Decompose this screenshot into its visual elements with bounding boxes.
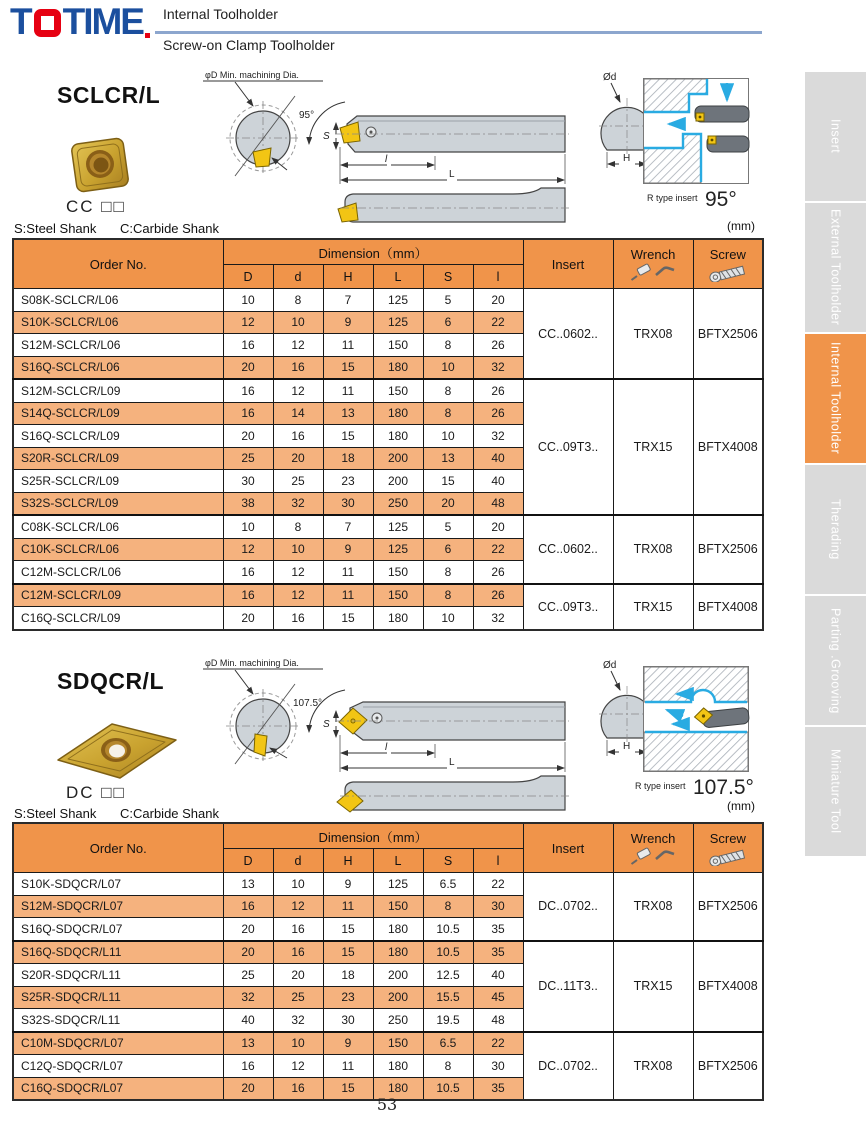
insert-code-label: CC □□ — [66, 197, 126, 216]
col-header-order-no: Order No. — [13, 239, 223, 289]
dimension-cell: 40 — [223, 1009, 273, 1032]
dimension-cell: 150 — [373, 1032, 423, 1055]
sidebar-tabs — [805, 72, 866, 858]
col-header-order-no: Order No. — [13, 823, 223, 873]
dimension-cell: 22 — [473, 311, 523, 334]
dimension-cell: 19.5 — [423, 1009, 473, 1032]
dimension-cell: 11 — [323, 895, 373, 918]
col-header-screw: Screw — [693, 239, 763, 289]
wrench-cell: TRX15 — [613, 584, 693, 630]
header-divider — [155, 31, 762, 34]
dimension-cell: 16 — [273, 607, 323, 630]
unit-note: (mm) — [727, 799, 755, 813]
dimension-cell: 26 — [473, 584, 523, 607]
order-no-cell: C10K-SCLCR/L06 — [13, 538, 223, 561]
sidebar-tab-label: Internal Toolholder — [828, 342, 843, 455]
dimension-cell: 6 — [423, 538, 473, 561]
dimension-cell: 10 — [423, 356, 473, 379]
dimension-cell: 25 — [273, 470, 323, 493]
order-no-cell: S16Q-SDQCR/L11 — [13, 941, 223, 964]
dimension-cell: 32 — [273, 492, 323, 515]
sclcr-spec-table — [12, 238, 764, 631]
sdqcr-spec-table — [12, 822, 764, 1101]
logo-text-1: T — [10, 1, 31, 42]
dimension-cell: 150 — [373, 379, 423, 402]
dimension-cell: 16 — [223, 402, 273, 425]
dimension-cell: 16 — [223, 334, 273, 357]
d-dia-label: Ød — [603, 660, 617, 671]
dimension-cell: 13 — [223, 1032, 273, 1055]
screw-cell: BFTX2506 — [693, 289, 763, 380]
sidebar-tab-miniature-tool[interactable] — [805, 727, 866, 856]
dimension-cell: 26 — [473, 379, 523, 402]
L-dim-label: L — [449, 757, 455, 768]
dimension-cell: 10 — [423, 607, 473, 630]
legend-carbide-shank: C:Carbide Shank — [120, 806, 219, 821]
dimension-cell: 10.5 — [423, 941, 473, 964]
dimension-cell: 20 — [273, 447, 323, 470]
L-dim-label: L — [449, 169, 455, 180]
order-no-cell: S20R-SCLCR/L09 — [13, 447, 223, 470]
order-no-cell: C16Q-SDQCR/L07 — [13, 1077, 223, 1100]
dimension-cell: 12 — [223, 538, 273, 561]
logo-o-icon — [34, 9, 61, 37]
dimension-cell: 12.5 — [423, 964, 473, 987]
dimension-cell: 35 — [473, 918, 523, 941]
dimension-cell: 180 — [373, 918, 423, 941]
dimension-cell: 18 — [323, 964, 373, 987]
dim-col-header: L — [373, 849, 423, 873]
insert-cell: CC..09T3.. — [523, 584, 613, 630]
dimension-cell: 20 — [223, 425, 273, 448]
dimension-cell: 9 — [323, 311, 373, 334]
screw-cell: BFTX2506 — [693, 1032, 763, 1101]
dimension-cell: 35 — [473, 941, 523, 964]
s-dim-label: S — [323, 719, 330, 730]
screw-cell: BFTX4008 — [693, 584, 763, 630]
table-row — [13, 515, 763, 538]
sidebar-tab-label: Parting .Grooving — [828, 607, 843, 714]
dimension-cell: 30 — [473, 895, 523, 918]
dimension-cell: 125 — [373, 289, 423, 312]
insert-cell: DC..0702.. — [523, 873, 613, 941]
dimension-cell: 26 — [473, 334, 523, 357]
dimension-cell: 5 — [423, 289, 473, 312]
dimension-cell: 11 — [323, 334, 373, 357]
dimension-cell: 16 — [223, 561, 273, 584]
sidebar-tab-parting-grooving[interactable] — [805, 596, 866, 725]
side-view-bottom — [338, 188, 569, 222]
order-no-cell: C16Q-SCLCR/L09 — [13, 607, 223, 630]
dimension-cell: 180 — [373, 1077, 423, 1100]
dimension-cell: 200 — [373, 470, 423, 493]
dim-col-header: l — [473, 265, 523, 289]
dimension-cell: 9 — [323, 1032, 373, 1055]
cc-insert-image — [60, 134, 146, 198]
dim-col-header: S — [423, 849, 473, 873]
order-no-cell: C12M-SCLCR/L06 — [13, 561, 223, 584]
screw-cell: BFTX4008 — [693, 941, 763, 1032]
dimension-cell: 8 — [273, 289, 323, 312]
dimension-cell: 10 — [273, 311, 323, 334]
sidebar-tab-internal-toolholder[interactable] — [805, 334, 866, 463]
table-row — [13, 1032, 763, 1055]
sidebar-tab-label: Insert — [828, 119, 843, 154]
d-dia-label: Ød — [603, 72, 617, 83]
sidebar-tab-label: Miniature Tool — [828, 749, 843, 834]
order-no-cell: C10M-SDQCR/L07 — [13, 1032, 223, 1055]
sidebar-tab-label: External Toolholder — [828, 209, 843, 326]
dimension-cell: 12 — [273, 895, 323, 918]
dimension-cell: 13 — [223, 873, 273, 896]
dimension-cell: 30 — [323, 492, 373, 515]
order-no-cell: S20R-SDQCR/L11 — [13, 964, 223, 987]
dimension-cell: 48 — [473, 1009, 523, 1032]
dimension-cell: 10 — [223, 515, 273, 538]
dimension-cell: 11 — [323, 561, 373, 584]
order-no-cell: C12Q-SDQCR/L07 — [13, 1055, 223, 1078]
side-view-top — [335, 702, 569, 740]
table-row — [13, 941, 763, 964]
dimension-cell: 25 — [223, 447, 273, 470]
dimension-cell: 22 — [473, 1032, 523, 1055]
h-dim-label: H — [623, 741, 631, 752]
wrench-cell: TRX08 — [613, 515, 693, 584]
insert-cell: DC..0702.. — [523, 1032, 613, 1101]
dimension-cell: 15 — [323, 356, 373, 379]
side-view-bottom — [337, 776, 569, 812]
dimension-cell: 16 — [223, 895, 273, 918]
dimension-cell: 180 — [373, 941, 423, 964]
dimension-cell: 15 — [423, 470, 473, 493]
dimension-cell: 16 — [273, 1077, 323, 1100]
wrench-cell: TRX15 — [613, 941, 693, 1032]
dimension-cell: 150 — [373, 561, 423, 584]
dim-col-header: d — [273, 849, 323, 873]
dimension-cell: 6 — [423, 311, 473, 334]
wrench-cell: TRX08 — [613, 1032, 693, 1101]
angle-label: 107.5° — [293, 698, 323, 709]
dimension-cell: 15 — [323, 1077, 373, 1100]
dimension-cell: 8 — [423, 561, 473, 584]
dimension-cell: 12 — [273, 561, 323, 584]
dimension-cell: 26 — [473, 402, 523, 425]
dimension-cell: 11 — [323, 1055, 373, 1078]
dimension-cell: 32 — [473, 425, 523, 448]
dimension-cell: 6.5 — [423, 873, 473, 896]
order-no-cell: S32S-SDQCR/L11 — [13, 1009, 223, 1032]
order-no-cell: S08K-SCLCR/L06 — [13, 289, 223, 312]
dimension-cell: 8 — [423, 895, 473, 918]
dimension-cell: 200 — [373, 447, 423, 470]
dimension-cell: 35 — [473, 1077, 523, 1100]
dimension-cell: 22 — [473, 873, 523, 896]
col-header-dimension: Dimension（mm） — [223, 239, 523, 265]
dimension-cell: 180 — [373, 356, 423, 379]
logo-dot-icon — [145, 33, 150, 38]
page-number: 53 — [376, 1095, 398, 1114]
dimension-cell: 20 — [473, 289, 523, 312]
insert-cell: DC..11T3.. — [523, 941, 613, 1032]
dimension-cell: 200 — [373, 986, 423, 1009]
dimension-cell: 125 — [373, 873, 423, 896]
cutting-diagram — [644, 667, 750, 772]
col-header-insert: Insert — [523, 823, 613, 873]
dimension-cell: 23 — [323, 986, 373, 1009]
dimension-cell: 13 — [423, 447, 473, 470]
dimension-cell: 16 — [223, 379, 273, 402]
dimension-cell: 16 — [273, 941, 323, 964]
col-header-wrench: Wrench — [613, 823, 693, 873]
dimension-cell: 11 — [323, 584, 373, 607]
table-row — [13, 289, 763, 312]
order-no-cell: S25R-SCLCR/L09 — [13, 470, 223, 493]
dimension-cell: 10 — [273, 873, 323, 896]
dimension-cell: 8 — [423, 584, 473, 607]
dimension-cell: 15.5 — [423, 986, 473, 1009]
dimension-cell: 10 — [223, 289, 273, 312]
legend-steel-shank: S:Steel Shank — [14, 221, 97, 236]
dimension-cell: 20 — [423, 492, 473, 515]
wrench-cell: TRX08 — [613, 873, 693, 941]
order-no-cell: S32S-SCLCR/L09 — [13, 492, 223, 515]
l-dim-label: l — [385, 154, 388, 165]
r-type-label: R type insert — [647, 193, 698, 203]
cutting-diagram — [644, 79, 750, 184]
dimension-cell: 48 — [473, 492, 523, 515]
dimension-cell: 12 — [273, 1055, 323, 1078]
h-dim-label: H — [623, 153, 631, 164]
table-row — [13, 584, 763, 607]
dimension-cell: 23 — [323, 470, 373, 493]
dim-col-header: d — [273, 265, 323, 289]
technical-drawing-sdqcr — [195, 656, 770, 816]
screw-cell: BFTX4008 — [693, 379, 763, 515]
dimension-cell: 10.5 — [423, 918, 473, 941]
dimension-cell: 40 — [473, 964, 523, 987]
wrench-cell: TRX15 — [613, 379, 693, 515]
dimension-cell: 180 — [373, 402, 423, 425]
order-no-cell: S10K-SDQCR/L07 — [13, 873, 223, 896]
order-no-cell: S10K-SCLCR/L06 — [13, 311, 223, 334]
dimension-cell: 16 — [273, 425, 323, 448]
dimension-cell: 32 — [273, 1009, 323, 1032]
dimension-cell: 32 — [473, 356, 523, 379]
r-type-angle: 95° — [705, 188, 737, 211]
dimension-cell: 25 — [223, 964, 273, 987]
min-dia-label: φD Min. machining Dia. — [205, 70, 299, 80]
dimension-cell: 12 — [273, 584, 323, 607]
dimension-cell: 12 — [273, 379, 323, 402]
dimension-cell: 150 — [373, 895, 423, 918]
insert-cell: CC..0602.. — [523, 289, 613, 380]
dim-col-header: D — [223, 265, 273, 289]
dimension-cell: 7 — [323, 289, 373, 312]
dim-col-header: L — [373, 265, 423, 289]
front-view — [226, 96, 300, 176]
dimension-cell: 20 — [223, 1077, 273, 1100]
dimension-cell: 30 — [223, 470, 273, 493]
dimension-cell: 32 — [223, 986, 273, 1009]
dimension-cell: 16 — [223, 1055, 273, 1078]
screw-cell: BFTX2506 — [693, 515, 763, 584]
dimension-cell: 32 — [473, 607, 523, 630]
dimension-cell: 125 — [373, 311, 423, 334]
dimension-cell: 16 — [273, 356, 323, 379]
order-no-cell: S12M-SCLCR/L06 — [13, 334, 223, 357]
table-row — [13, 379, 763, 402]
wrench-cell: TRX08 — [613, 289, 693, 380]
r-type-angle: 107.5° — [693, 776, 754, 799]
page-subtitle: Screw-on Clamp Toolholder — [163, 37, 335, 53]
dimension-cell: 12 — [223, 311, 273, 334]
dimension-cell: 20 — [223, 356, 273, 379]
logo-text-2: TIME — [62, 1, 143, 42]
sidebar-tab-insert[interactable] — [805, 72, 866, 201]
dimension-cell: 20 — [223, 941, 273, 964]
dimension-cell: 15 — [323, 941, 373, 964]
order-no-cell: S12M-SDQCR/L07 — [13, 895, 223, 918]
dimension-cell: 15 — [323, 918, 373, 941]
dim-col-header: H — [323, 265, 373, 289]
dimension-cell: 180 — [373, 607, 423, 630]
dimension-cell: 25 — [273, 986, 323, 1009]
dimension-cell: 9 — [323, 538, 373, 561]
dimension-cell: 30 — [323, 1009, 373, 1032]
col-header-insert: Insert — [523, 239, 613, 289]
sidebar-tab-therading[interactable] — [805, 465, 866, 594]
col-header-wrench: Wrench — [613, 239, 693, 289]
dimension-cell: 7 — [323, 515, 373, 538]
l-dim-label: l — [385, 742, 388, 753]
dim-col-header: D — [223, 849, 273, 873]
dimension-cell: 8 — [423, 379, 473, 402]
dim-col-header: l — [473, 849, 523, 873]
dimension-cell: 22 — [473, 538, 523, 561]
r-type-label: R type insert — [635, 781, 686, 791]
dimension-cell: 150 — [373, 584, 423, 607]
order-no-cell: S12M-SCLCR/L09 — [13, 379, 223, 402]
dimension-cell: 11 — [323, 379, 373, 402]
dimension-cell: 12 — [273, 334, 323, 357]
screw-icon — [706, 262, 750, 282]
dimension-cell: 6.5 — [423, 1032, 473, 1055]
screw-icon — [706, 846, 750, 866]
insert-cell: CC..09T3.. — [523, 379, 613, 515]
unit-note: (mm) — [727, 219, 755, 233]
sidebar-tab-external-toolholder[interactable] — [805, 203, 866, 332]
dimension-cell: 8 — [423, 402, 473, 425]
order-no-cell: S25R-SDQCR/L11 — [13, 986, 223, 1009]
dim-col-header: H — [323, 849, 373, 873]
dimension-cell: 15 — [323, 607, 373, 630]
dimension-cell: 150 — [373, 334, 423, 357]
dimension-cell: 9 — [323, 873, 373, 896]
dc-insert-image — [50, 718, 185, 784]
dimension-cell: 40 — [473, 447, 523, 470]
angle-label: 95° — [299, 110, 315, 121]
dimension-cell: 180 — [373, 1055, 423, 1078]
dimension-cell: 8 — [423, 1055, 473, 1078]
order-no-cell: S16Q-SCLCR/L06 — [13, 356, 223, 379]
technical-drawing-sclcr — [195, 68, 770, 228]
dimension-cell: 20 — [223, 918, 273, 941]
col-header-screw: Screw — [693, 823, 763, 873]
wrench-icon — [630, 846, 676, 866]
dimension-cell: 10 — [273, 538, 323, 561]
front-view — [226, 684, 300, 764]
col-header-dimension: Dimension（mm） — [223, 823, 523, 849]
insert-code-label: DC □□ — [66, 783, 126, 802]
dimension-cell: 18 — [323, 447, 373, 470]
dimension-cell: 26 — [473, 561, 523, 584]
dimension-cell: 250 — [373, 1009, 423, 1032]
side-view-top — [335, 116, 569, 152]
legend-carbide-shank: C:Carbide Shank — [120, 221, 219, 236]
min-dia-label: φD Min. machining Dia. — [205, 658, 299, 668]
s-dim-label: S — [323, 131, 330, 142]
dimension-cell: 125 — [373, 515, 423, 538]
order-no-cell: C08K-SCLCR/L06 — [13, 515, 223, 538]
dimension-cell: 15 — [323, 425, 373, 448]
legend-steel-shank: S:Steel Shank — [14, 806, 97, 821]
dimension-cell: 38 — [223, 492, 273, 515]
order-no-cell: S16Q-SDQCR/L07 — [13, 918, 223, 941]
category-title: Internal Toolholder — [163, 6, 278, 22]
order-no-cell: S16Q-SCLCR/L09 — [13, 425, 223, 448]
dimension-cell: 180 — [373, 425, 423, 448]
wrench-icon — [630, 262, 676, 282]
dimension-cell: 16 — [223, 584, 273, 607]
dimension-cell: 10 — [423, 425, 473, 448]
dimension-cell: 250 — [373, 492, 423, 515]
dimension-cell: 8 — [423, 334, 473, 357]
section-title-sdqcr: SDQCR/L — [57, 668, 164, 694]
dimension-cell: 200 — [373, 964, 423, 987]
dimension-cell: 8 — [273, 515, 323, 538]
dimension-cell: 5 — [423, 515, 473, 538]
dimension-cell: 125 — [373, 538, 423, 561]
dimension-cell: 13 — [323, 402, 373, 425]
order-no-cell: S14Q-SCLCR/L09 — [13, 402, 223, 425]
dim-col-header: S — [423, 265, 473, 289]
dimension-cell: 30 — [473, 1055, 523, 1078]
brand-logo — [10, 2, 150, 42]
insert-cell: CC..0602.. — [523, 515, 613, 584]
sidebar-tab-label: Therading — [828, 499, 843, 560]
dimension-cell: 10.5 — [423, 1077, 473, 1100]
dimension-cell: 20 — [273, 964, 323, 987]
dimension-cell: 40 — [473, 470, 523, 493]
section-title-sclcr: SCLCR/L — [57, 82, 161, 108]
screw-cell: BFTX2506 — [693, 873, 763, 941]
table-row — [13, 873, 763, 896]
dimension-cell: 14 — [273, 402, 323, 425]
dimension-cell: 20 — [223, 607, 273, 630]
dimension-cell: 10 — [273, 1032, 323, 1055]
order-no-cell: C12M-SCLCR/L09 — [13, 584, 223, 607]
dimension-cell: 20 — [473, 515, 523, 538]
dimension-cell: 45 — [473, 986, 523, 1009]
dimension-cell: 16 — [273, 918, 323, 941]
